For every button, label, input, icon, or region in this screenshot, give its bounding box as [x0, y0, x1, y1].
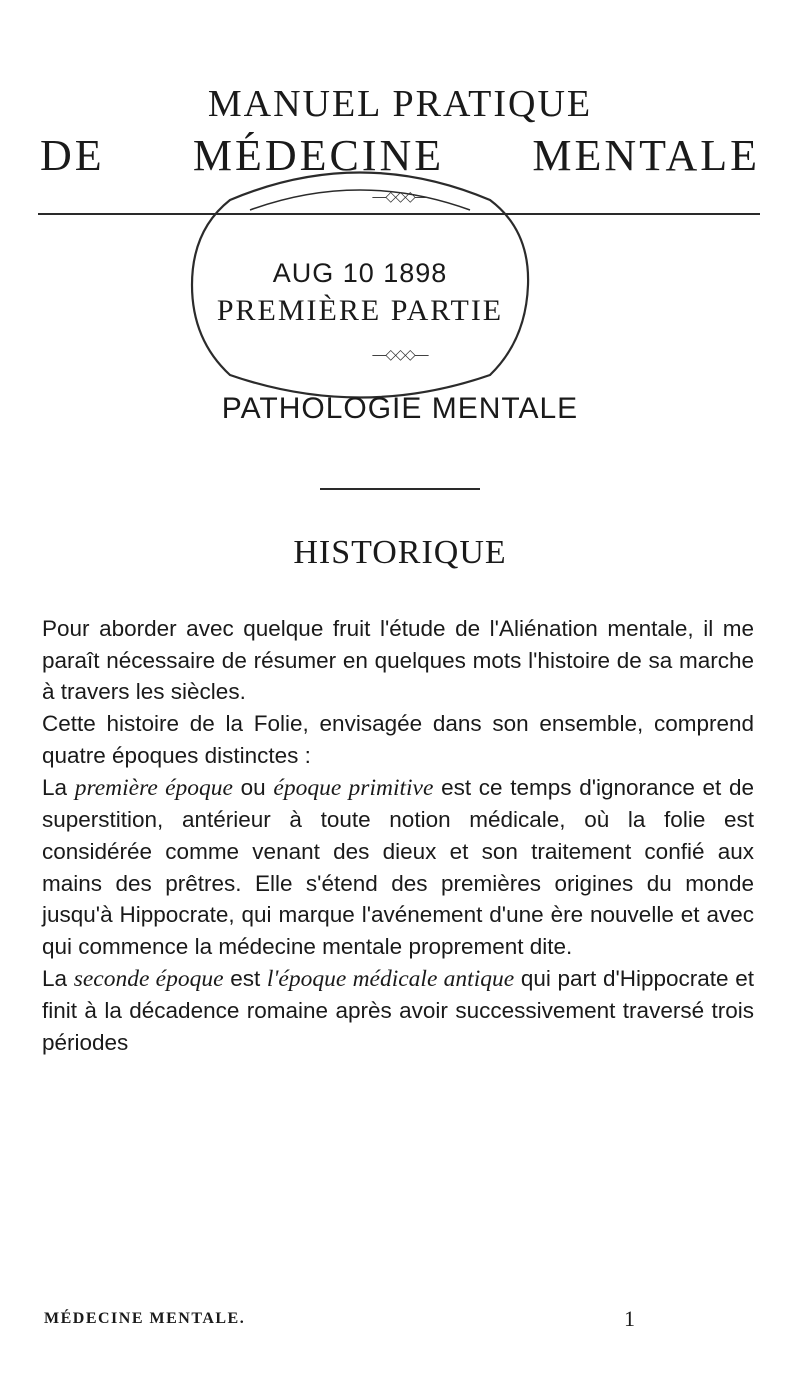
term-epoque-primitive: époque primitive: [273, 774, 434, 801]
ornament-middle: —◇◇◇—: [372, 346, 428, 362]
title-line-2: DE MÉDECINE MENTALE: [40, 131, 760, 180]
part-subtitle: PREMIÈRE PARTIE: [216, 294, 504, 327]
body-text: [42, 613, 754, 1059]
paragraph-4-start: La: [42, 965, 74, 991]
paragraph-4-rest: qui part d'Hippocrate et finit à la décadence romaine après avoir successivement traversé trois périodes: [42, 965, 754, 1056]
running-title: MÉDECINE MENTALE.: [44, 1310, 246, 1327]
term-premiere-epoque: première époque: [74, 774, 233, 801]
stamp-date: AUG 10 1898: [272, 258, 448, 288]
page-number: 1: [624, 1306, 635, 1331]
paragraph-3: [42, 772, 754, 963]
term-seconde-epoque: seconde époque: [73, 965, 224, 992]
paragraph-3-start: La: [42, 774, 75, 800]
topic-subtitle: PATHOLOGIE MENTALE: [221, 392, 579, 425]
paragraph-4-mid: est: [223, 965, 267, 991]
paragraph-2: Cette histoire de la Folie, envisagée dans son ensemble, comprend quatre époques distinctes :: [42, 711, 754, 768]
paragraph-4: [42, 963, 754, 1059]
title-line-1: MANUEL PRATIQUE: [207, 83, 593, 125]
section-heading: HISTORIQUE: [293, 534, 507, 571]
section-rule: [320, 488, 480, 490]
paragraph-3-rest: est ce temps d'ignorance et de superstition, antérieur à toute notion médicale, où la folie est considérée comme venant des dieux et son traitement confié aux mains des prêtres. Elle s'étend des premières origines du monde jusqu'à Hippocrate, qui marque l'avénement d'une ère nouvelle et avec qui commence la médecine mentale proprement dite.: [42, 774, 754, 960]
paragraph-1: Pour aborder avec quelque fruit l'étude de l'Aliénation mentale, il me paraît nécessaire de résumer en quelques mots l'histoire de sa marche à travers les siècles.: [42, 616, 754, 705]
ornament-top: —◇◇◇—: [372, 188, 428, 204]
term-epoque-medicale-antique: l'époque médicale antique: [266, 965, 515, 992]
paragraph-3-mid: ou: [232, 774, 274, 800]
